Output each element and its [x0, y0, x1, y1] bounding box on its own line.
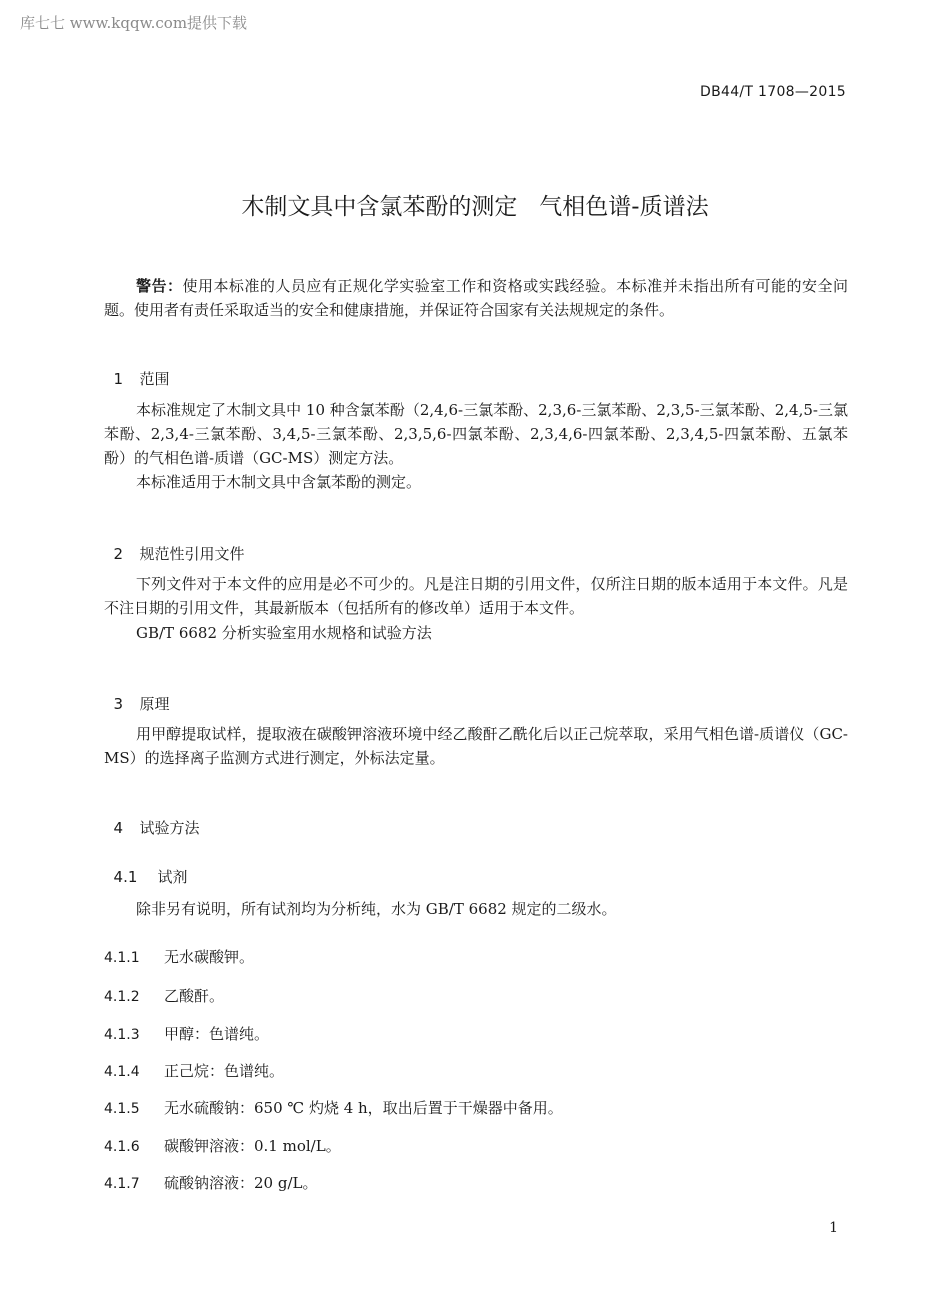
page-number: 1	[829, 1220, 838, 1236]
clause-text: 乙酸酐。	[164, 987, 225, 1005]
clause-number: 4.1.4	[104, 1064, 140, 1080]
clause-4-1-6	[104, 1135, 341, 1156]
document-title: 木制文具中含氯苯酚的测定 气相色谱-质谱法	[241, 194, 709, 220]
warning-label: 警告：	[136, 277, 183, 295]
clause-text: 无水碳酸钾。	[164, 948, 255, 966]
section-number: 4	[113, 819, 124, 837]
clause-number: 4.1.2	[104, 989, 140, 1005]
section-number: 2	[113, 545, 124, 563]
clause-4-1-7	[104, 1172, 317, 1193]
section-title: 规范性引用文件	[139, 545, 245, 563]
clause-text: 正己烷：色谱纯。	[164, 1062, 285, 1080]
reagents-paragraph: 除非另有说明，所有试剂均为分析纯，水为 GB/T 6682 规定的二级水。	[136, 900, 617, 918]
warning-paragraph	[104, 274, 848, 322]
clause-4-1-1	[104, 946, 254, 967]
clause-number: 4.1.3	[104, 1027, 140, 1043]
section-title: 原理	[139, 695, 170, 713]
section-1-heading	[104, 350, 170, 389]
section-title: 试验方法	[139, 819, 200, 837]
reference-gbt6682: GB/T 6682 分析实验室用水规格和试验方法	[136, 624, 432, 642]
clause-4-1-4	[104, 1060, 284, 1081]
watermark-text: 库七七 www.kqqw.com提供下载	[20, 14, 248, 32]
section-number: 4.1	[113, 868, 138, 886]
clause-number: 4.1.5	[104, 1101, 140, 1117]
document-code: DB44/T 1708—2015	[700, 84, 846, 100]
section-4-1-heading	[104, 848, 188, 887]
section-3-heading	[104, 675, 170, 714]
clause-text: 甲醇：色谱纯。	[164, 1025, 270, 1043]
clause-text: 硫酸钠溶液：20 g/L。	[164, 1174, 318, 1192]
section-2-heading	[104, 525, 245, 564]
section-title: 范围	[139, 370, 170, 388]
section-4-heading	[104, 799, 200, 838]
clause-text: 碳酸钾溶液：0.1 mol/L。	[164, 1137, 341, 1155]
scope-paragraph-2: 本标准适用于木制文具中含氯苯酚的测定。	[136, 473, 422, 491]
warning-text: 使用本标准的人员应有正规化学实验室工作和资格或实践经验。本标准并未指出所有可能的安全问题。使用者有责任采取适当的安全和健康措施，并保证符合国家有关法规规定的条件。	[104, 277, 848, 319]
clause-number: 4.1.7	[104, 1176, 140, 1192]
references-paragraph: 下列文件对于本文件的应用是必不可少的。凡是注日期的引用文件，仅所注日期的版本适用于本文件。凡是不注日期的引用文件，其最新版本（包括所有的修改单）适用于本文件。	[104, 575, 848, 617]
section-title: 试剂	[157, 868, 188, 886]
section-number: 1	[113, 370, 124, 388]
clause-4-1-2	[104, 985, 224, 1006]
clause-4-1-5	[104, 1097, 563, 1118]
principle-paragraph: 用甲醇提取试样，提取液在碳酸钾溶液环境中经乙酸酐乙酰化后以正己烷萃取，采用气相色谱-质谱仪（GC-MS）的选择离子监测方式进行测定，外标法定量。	[104, 725, 848, 767]
clause-text: 无水硫酸钠：650 ℃ 灼烧 4 h，取出后置于干燥器中备用。	[164, 1099, 563, 1117]
clause-4-1-3	[104, 1023, 269, 1044]
scope-paragraph-1: 本标准规定了木制文具中 10 种含氯苯酚（2,4,6-三氯苯酚、2,3,6-三氯苯酚、2,3,5-三氯苯酚、2,4,5-三氯苯酚、2,3,4-三氯苯酚、3,4,5-三氯苯酚、2,3,5,6-四氯苯酚、2,3,4,6-四氯苯酚、2,3,4,5-四氯苯酚、五氯苯酚）的气相色谱-质谱（GC-MS）测定方法。	[104, 401, 848, 467]
section-number: 3	[113, 695, 124, 713]
clause-number: 4.1.6	[104, 1139, 140, 1155]
clause-number: 4.1.1	[104, 950, 140, 966]
